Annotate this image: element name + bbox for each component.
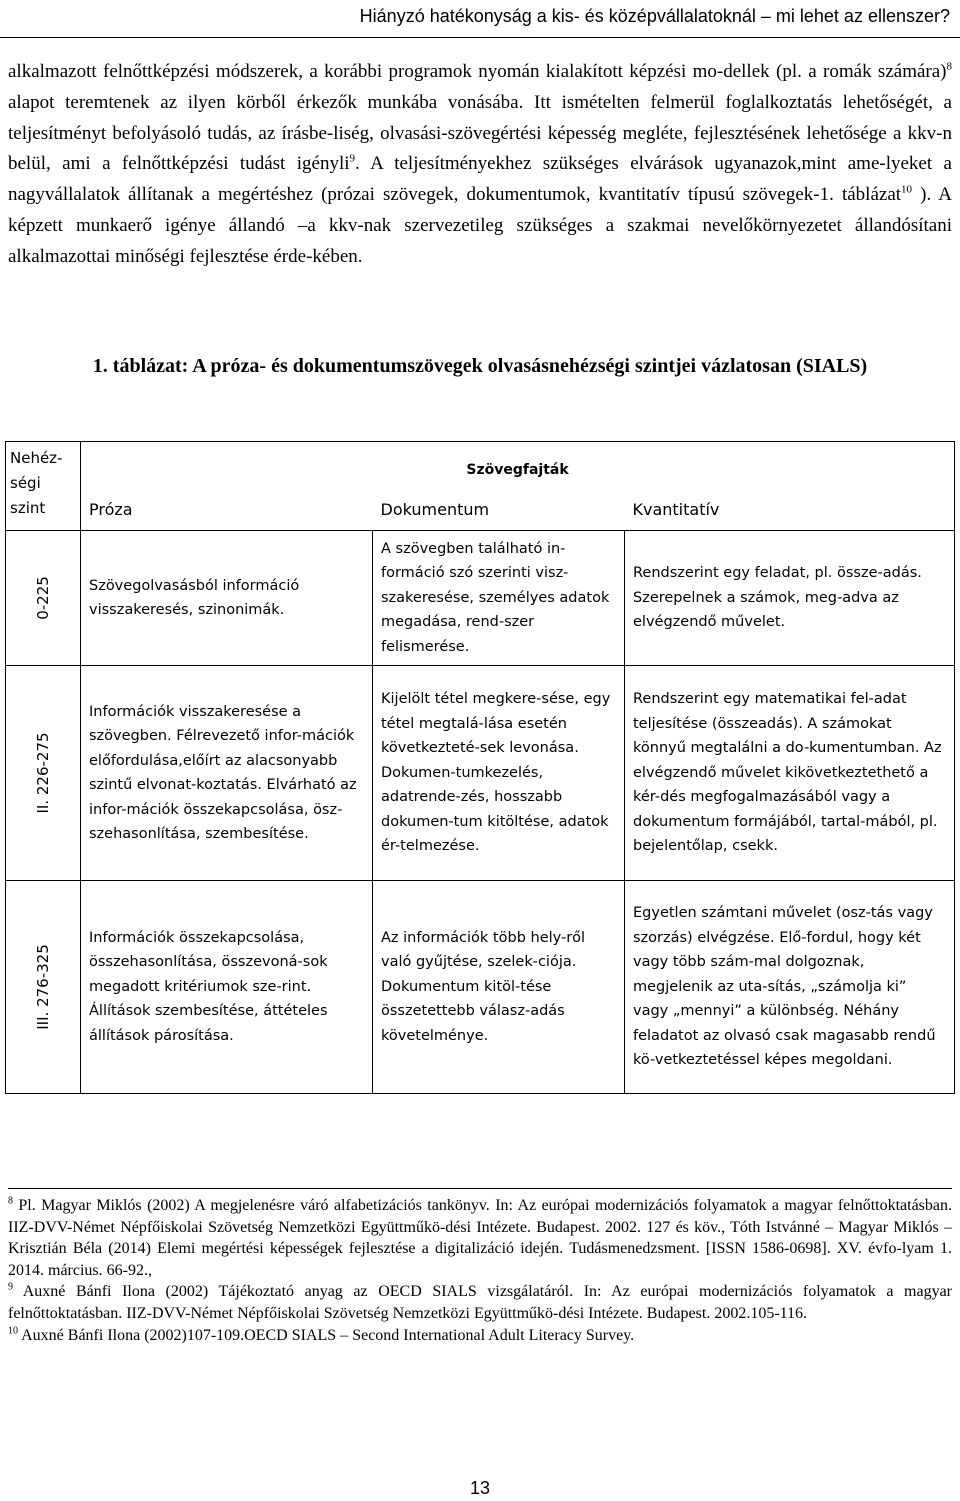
footnote-ref-8[interactable]: 8 (946, 60, 952, 73)
column-header-dokumentum: Dokumentum (373, 490, 625, 531)
body-paragraph (8, 57, 952, 273)
footnote-9 (8, 1281, 952, 1324)
body-text-4: ). A képzett munkaerő igénye állandó –a kkv-nak szervezetileg szükséges a szakmai nevelőkörnyezetet állandósítani alkalmazottai minőségi fejlesztése érde-kében. (8, 184, 953, 267)
body-text-2: alapot teremtenek az ilyen körből érkezők munkába vonásába. Itt ismételten felmerül foglalkoztatás lehetőségét, a teljesítményt befolyásoló tudás, az írásbe-liség, olvasási-szövegértési képesség megléte, fejlesztésének lehetősége a kkv-n belül, ami a felnőttképzési tudást igényli (8, 91, 952, 175)
table-header-row (6, 442, 955, 491)
kvantitativ-cell: Egyetlen számtani művelet (osz-tás vagy szorzás) elvégzése. Elő-fordul, hogy két vagy több szám-mal dolgoznak, megjelenik az uta-sítás, „számolja ki” vagy „mennyi” a különbség. Néhány feladatot az olvasó csak magasabb rendű kö-vetkeztetéssel képes megoldani. (625, 881, 955, 1094)
running-header: Hiányzó hatékonyság a kis- és középvállalatoknál – mi lehet az ellenszer? (0, 0, 960, 38)
footnote-number: 9 (8, 1282, 13, 1294)
body-text-1: alkalmazott felnőttképzési módszerek, a korábbi programok nyomán kialakított képzési mo-dellek (pl. a romák számára) (8, 61, 947, 82)
column-header-proza: Próza (81, 490, 373, 531)
footnote-text: Auxné Bánfi Ilona (2002)107-109.OECD SIALS – Second International Adult Literacy Survey. (18, 1326, 635, 1344)
footnote-8 (8, 1195, 952, 1281)
proza-cell: Információk visszakeresése a szövegben. Félrevezető infor-mációk előfordulása,előírt az alacsonyabb szintű elvonat-koztatás. Elvárható az infor-mációk összekapcsolása, ösz-szehasonlítása, szembesítése. (81, 666, 373, 881)
page-number: 13 (469, 1478, 491, 1498)
footnote-number: 8 (8, 1195, 13, 1207)
footnotes (8, 1188, 952, 1346)
table-caption: 1. táblázat: A próza- és dokumentumszövegek olvasásnehézségi szintjei vázlatosan (SIALS) (92, 355, 868, 377)
level-cell (6, 531, 81, 666)
footnote-10 (8, 1325, 952, 1347)
footnote-text: Auxné Bánfi Ilona (2002) Tájékoztató anyag az OECD SIALS vizsgálatáról. In: Az európai modernizációs folyamatok a magyar felnőttoktatásban. IIZ-DVV-Német Népfőiskolai Szövetség Nemzetközi Együttműkö-dési Intézete. Budapest. 2002.105-116. (8, 1283, 952, 1322)
level-label: 0-225 (33, 576, 52, 620)
footnote-ref-10[interactable]: 10 (901, 183, 913, 196)
footnote-number: 10 (8, 1325, 18, 1337)
kvantitativ-cell: Rendszerint egy feladat, pl. össze-adás. Szerepelnek a számok, meg-adva az elvégzendő művelet. (625, 531, 955, 666)
column-header-kvantitativ: Kvantitatív (625, 490, 955, 531)
sials-table (5, 441, 955, 1094)
group-header: Szövegfajták (81, 442, 955, 491)
level-header: Nehéz-ségi szint (6, 442, 81, 531)
kvantitativ-cell: Rendszerint egy matematikai fel-adat teljesítése (összeadás). A számokat könnyű megtalálni a do-kumentumban. Az elvégzendő művelet kikövetkeztethető a kér-dés megfogalmazásából vagy a dokumentum formájából, tartal-mából, pl. bejelentőlap, csekk. (625, 666, 955, 881)
proza-cell: Szövegolvasásból információ visszakeresés, szinonimák. (81, 531, 373, 666)
table-row (6, 666, 955, 881)
level-cell (6, 881, 81, 1094)
dokumentum-cell: A szövegben található in-formáció szó szerinti visz-szakeresése, személyes adatok megadása, rend-szer felismerése. (373, 531, 625, 666)
proza-cell: Információk összekapcsolása, összehasonlítása, összevoná-sok megadott kritériumok sze-rint. Állítások szembesítése, áttételes állítások párosítása. (81, 881, 373, 1094)
table-subheader-row (6, 490, 955, 531)
level-label: III. 276-325 (33, 944, 52, 1030)
table-row (6, 881, 955, 1094)
dokumentum-cell: Az információk több hely-ről való gyűjtése, szelek-ciója. Dokumentum kitöl-tése összetettebb válasz-adás követelménye. (373, 881, 625, 1094)
level-label: II. 226-275 (33, 732, 52, 814)
body-text-3: . A teljesítményekhez szükséges elvárások ugyanazok,mint ame-lyeket a nagyvállalatok állítanak a megértéshez (prózai szövegek, dokumentumok, kvantitatív típusú szövegek-1. táblázat (8, 153, 952, 206)
table-row (6, 531, 955, 666)
dokumentum-cell: Kijelölt tétel megkere-sése, egy tétel megtalá-lása esetén következteté-sek levonása. Dokumen-tumkezelés, adatrende-zés, hosszabb dokumen-tum kitöltése, adatok ér-telmezése. (373, 666, 625, 881)
footnote-text: Pl. Magyar Miklós (2002) A megjelenésre váró alfabetizációs tankönyv. In: Az európai modernizációs folyamatok a magyar felnőttoktatásban. IIZ-DVV-Német Népfőiskolai Szövetség Nemzetközi Együttműkö-dési Intézete. Budapest. 2002. 127 és köv., Tóth Istvánné – Magyar Miklós – Krisztián Béla (2014) Elemi megértési képességek fejlesztése a digitalizáció idején. Tudásmenedzsment. [ISSN 1586-0698]. XV. évfo-lyam 1. 2014. március. 66-92., (8, 1197, 952, 1279)
footnote-ref-9[interactable]: 9 (349, 153, 355, 166)
level-cell (6, 666, 81, 881)
